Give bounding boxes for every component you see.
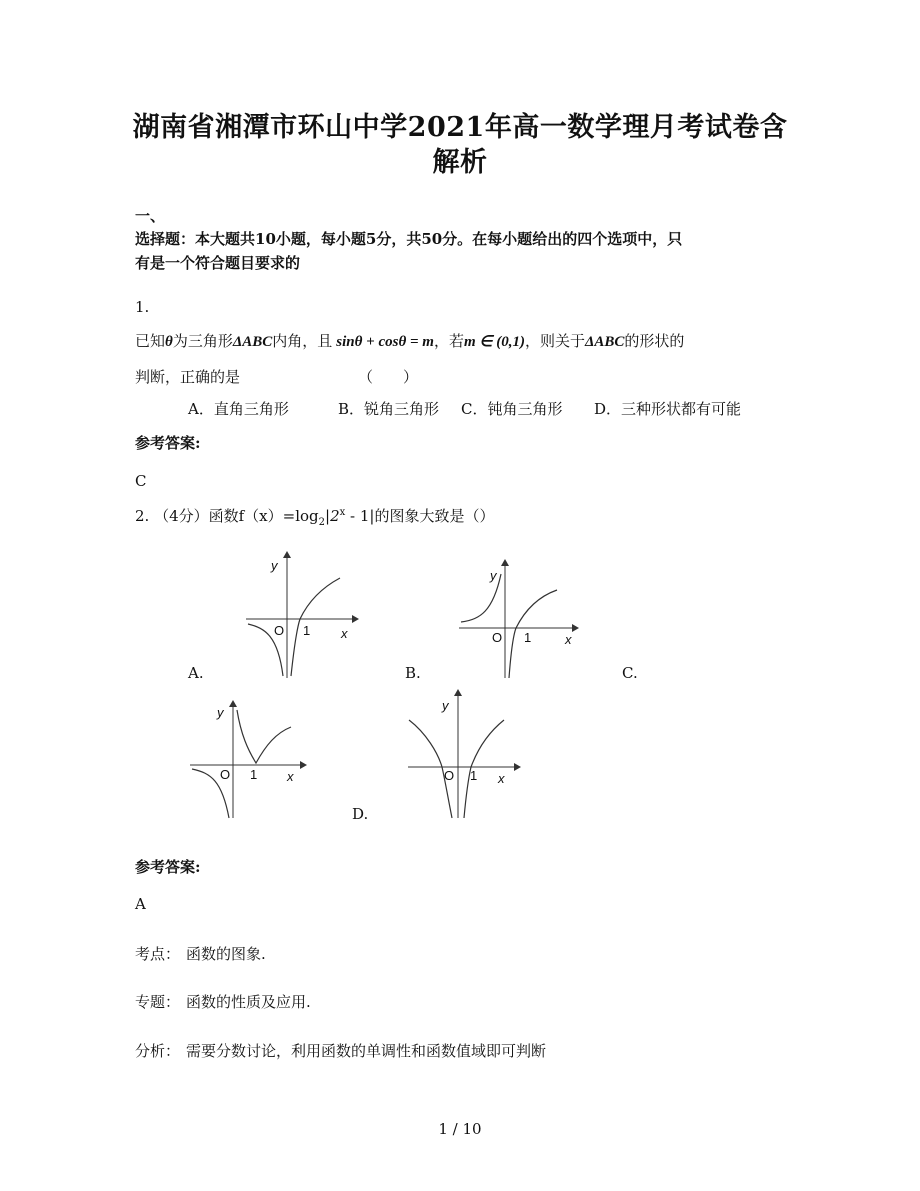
q2-zhuanti [135, 991, 311, 1012]
q2-fenxi-text: 需要分数讨论，利用函数的单调性和函数值域即可判断 [186, 1042, 547, 1060]
q2-stem-exp: x [339, 507, 346, 518]
section-description-line1: 选择题：本大题共10小题，每小题5分，共50分。在每小题给出的四个选项中，只 [135, 230, 683, 248]
q2-stem-sub: 2 [318, 517, 326, 528]
graph-d-origin-label: O [444, 768, 455, 783]
q2-answer-label: 参考答案: [135, 858, 201, 876]
q1-text-then: ，则关于 [524, 332, 585, 350]
q2-stem-base: 2 [330, 507, 340, 525]
graph-c-origin-label: O [220, 767, 231, 782]
graph-a-x-arrow [352, 615, 359, 623]
document-title-line2: 解析 [432, 147, 488, 178]
graph-a-y-label: y [271, 558, 278, 573]
graph-b-label: B. [405, 664, 421, 682]
graph-d-x-label: x [498, 771, 505, 786]
q2-kaodian-label: 考点： [135, 945, 181, 963]
q1-condition: m ∈ (0,1) [463, 334, 525, 350]
graph-c-one-label: 1 [250, 767, 258, 782]
graph-d-one-label: 1 [470, 768, 478, 783]
q1-text-triangle: 为三角形 [172, 332, 233, 350]
graph-a-right-branch [291, 578, 340, 676]
graph-a-y-arrow [283, 551, 291, 558]
graph-a-label: A. [188, 664, 204, 682]
graph-c-x-arrow [300, 761, 307, 769]
graph-b-right-branch [509, 590, 557, 678]
q2-stem-abs-open: | [325, 507, 331, 525]
section-description-line2: 有是一个符合题目要求的 [135, 254, 301, 272]
graph-d-y-arrow [454, 689, 462, 696]
graph-b-y-label: y [490, 568, 497, 583]
graph-b-y-arrow [501, 559, 509, 566]
page-number: 1 / 10 [438, 1120, 482, 1138]
graph-c-y-arrow [229, 700, 237, 707]
question-1-paren: （ ） [358, 368, 419, 386]
graph-c-right-branch [237, 710, 291, 763]
q2-zhuanti-label: 专题： [135, 993, 181, 1011]
graph-c-label: C. [622, 664, 638, 682]
q1-answer: C [135, 472, 147, 490]
q1-option-d: D．三种形状都有可能 [594, 400, 742, 418]
graph-d [404, 688, 522, 820]
graph-d-x-arrow [514, 763, 521, 771]
graph-a-one-label: 1 [303, 623, 311, 638]
graph-b-one-label: 1 [524, 630, 532, 645]
q2-answer: A [135, 895, 146, 913]
q1-text-inner: 内角，且 [272, 332, 333, 350]
q1-text-known: 已知 [135, 332, 166, 350]
q1-answer-label: 参考答案: [135, 434, 201, 452]
graph-a-x-label: x [341, 626, 348, 641]
graph-d-label: D. [352, 805, 369, 823]
section-number: 一、 [135, 207, 166, 225]
q1-abc-2: ΔABC [584, 334, 625, 350]
q1-option-b: B．锐角三角形 [338, 400, 440, 418]
graph-b-origin-label: O [492, 630, 503, 645]
q2-fenxi-label: 分析： [135, 1042, 181, 1060]
graph-b [455, 556, 580, 680]
graph-c-y-label: y [217, 705, 224, 720]
q1-option-a: A．直角三角形 [188, 400, 289, 418]
q2-zhuanti-text: 函数的性质及应用. [186, 993, 311, 1011]
q2-stem-rest: - 1|的图象大致是（） [345, 507, 495, 525]
graph-b-x-arrow [572, 624, 579, 632]
graph-c-x-label: x [287, 769, 294, 784]
question-2-stem [135, 505, 494, 528]
q1-theta: θ [165, 334, 173, 350]
graph-b-x-label: x [565, 632, 572, 647]
question-1-number: 1. [135, 298, 150, 316]
graph-d-y-label: y [442, 698, 449, 713]
graph-c [186, 695, 308, 820]
q2-fenxi [135, 1040, 546, 1061]
q1-text-shape: 的形状的 [624, 332, 685, 350]
q2-stem-pre: 2. （4分）函数f（x）=log [135, 507, 319, 525]
question-1-line2: 判断，正确的是 [135, 368, 241, 386]
question-1-stem [135, 330, 684, 351]
q1-option-c: C．钝角三角形 [461, 400, 563, 418]
graph-a-origin-label: O [274, 623, 285, 638]
graph-a [240, 548, 360, 680]
q2-kaodian [135, 943, 266, 964]
document-title-line1: 湖南省湘潭市环山中学2021年高一数学理月考试卷含 [132, 112, 788, 143]
q2-kaodian-text: 函数的图象. [186, 945, 266, 963]
q1-text-if: ，若 [433, 332, 464, 350]
q1-abc: ΔABC [232, 334, 273, 350]
q1-equation: sinθ + cosθ = m [336, 334, 434, 350]
